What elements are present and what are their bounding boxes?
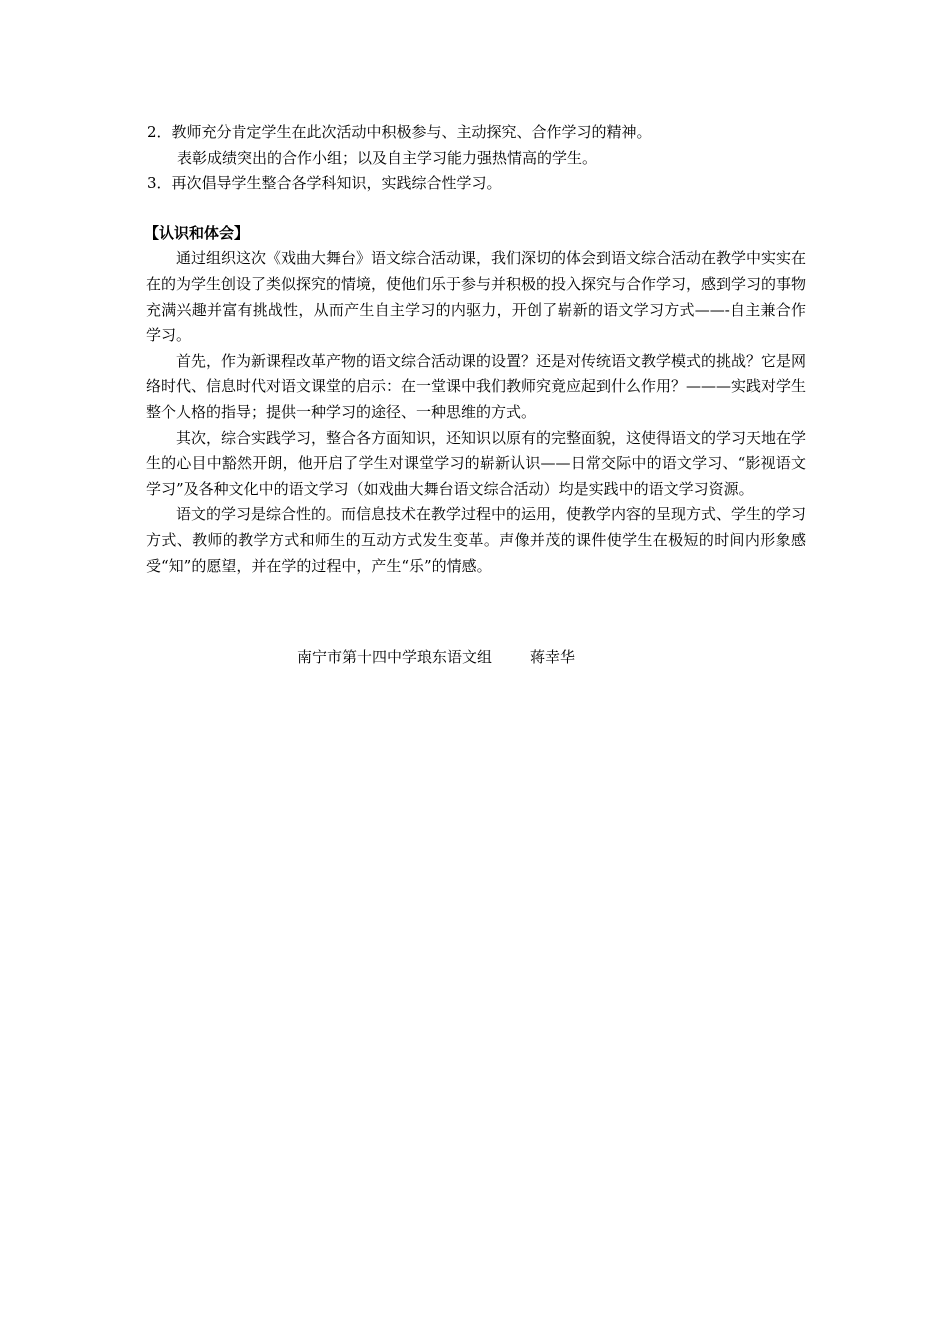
list-item-3: 3．再次倡导学生整合各学科知识，实践综合性学习。: [147, 174, 502, 193]
section-spacer: [144, 197, 806, 221]
signature-line: [297, 646, 575, 667]
section-heading: 【认识和体会】: [144, 223, 250, 242]
paragraph-4: 语文的学习是综合性的。而信息技术在教学过程中的运用，使教学内容的呈现方式、学生的学习方式、教师的教学方式和师生的互动方式发生变革。声像并茂的课件使学生在极短的时间内形象感受“知”的愿望，并在学的过程中，产生“乐”的情感。: [146, 505, 807, 575]
paragraph-1: 通过组织这次《戏曲大舞台》语文综合活动课，我们深切的体会到语文综合活动在教学中实实在在的为学生创设了类似探究的情境，使他们乐于参与并积极的投入探究与合作学习，感到学习的事物充满兴趣并富有挑战性，从而产生自主学习的内驱力，开创了崭新的语文学习方式——-自主兼合作学习。: [146, 249, 807, 345]
list-item-2: 2．教师充分肯定学生在此次活动中积极参与、主动探究、合作学习的精神。: [147, 123, 652, 141]
document-body: [144, 120, 806, 579]
signature-organization: 南宁市第十四中学琅东语文组: [297, 648, 493, 666]
paragraph-3: 其次，综合实践学习，整合各方面知识，还知识以原有的完整面貌，这使得语文的学习天地在学生的心目中豁然开朗，他开启了学生对课堂学习的崭新认识——日常交际中的语文学习、“影视语文学习”及各种文化中的语文学习（如戏曲大舞台语文综合活动）均是实践中的语文学习资源。: [146, 428, 807, 498]
signature-author: 蒋幸华: [530, 648, 576, 666]
list-item-2-continuation: 表彰成绩突出的合作小组；以及自主学习能力强热情高的学生。: [177, 148, 598, 167]
paragraph-2: 首先，作为新课程改革产物的语文综合活动课的设置？还是对传统语文教学模式的挑战？它是网络时代、信息时代对语文课堂的启示：在一堂课中我们教师究竟应起到什么作用？———实践对学生整个人格的指导；提供一种学习的途径、一种思维的方式。: [146, 351, 807, 421]
